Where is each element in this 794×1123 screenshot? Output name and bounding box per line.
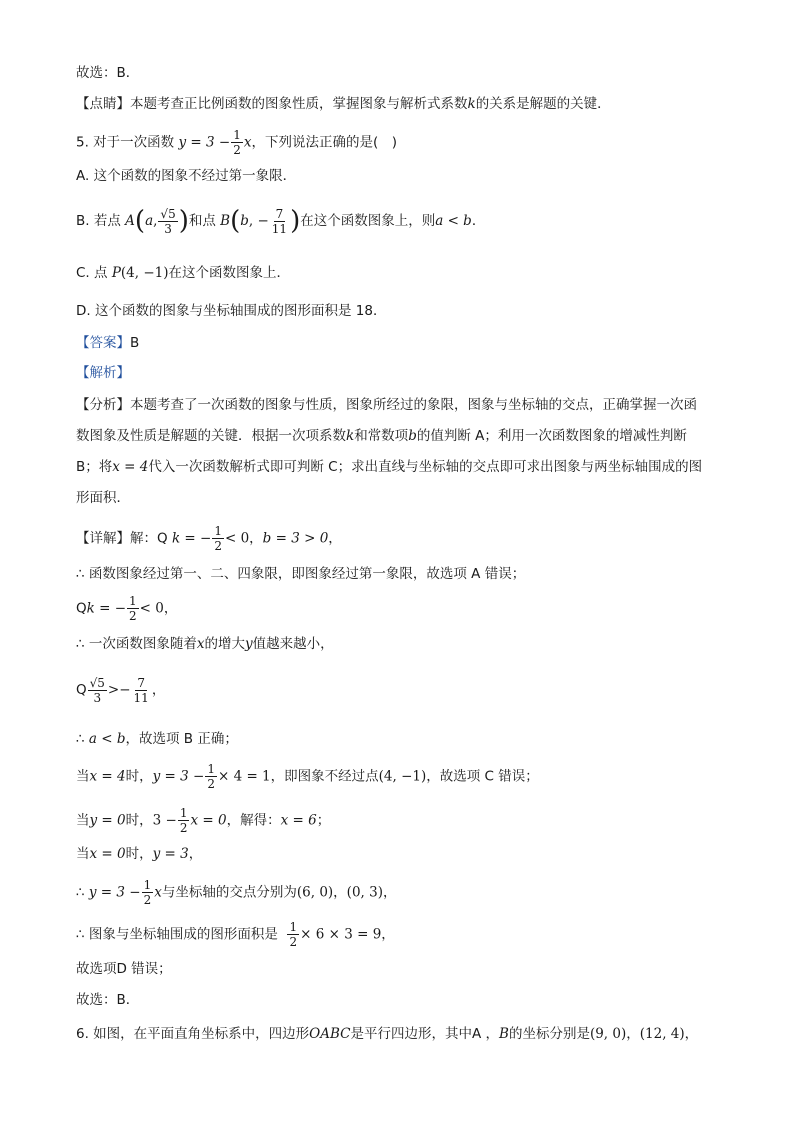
fenxi-line-3: B；将x = 4代入一次函数解析式即可判断 C；求出直线与坐标轴的交点即可求出图象与两坐标轴围成的图 xyxy=(76,459,703,475)
math: B xyxy=(220,213,231,229)
text: C. 点 xyxy=(76,265,108,281)
remark-line xyxy=(76,95,611,113)
text: 【解析】 xyxy=(76,365,130,381)
answer-value: B xyxy=(130,335,140,351)
fenxi-line-2: 数图象及性质是解题的关键．根据一次项系数k和常数项b的值判断 A；利用一次函数图象的增减性判断 xyxy=(76,428,687,444)
option-a xyxy=(76,167,296,185)
math: k xyxy=(467,96,476,112)
step-4: ∴ 一次函数图象随着x的增大y值越来越小， xyxy=(76,636,334,652)
question-6: 6. 如图，在平面直角坐标系中，四边形OABC是平行四边形，其中A ，B的坐标分别是(9, 0)，(12, 4)， xyxy=(76,1026,699,1042)
text: ，下列说法正确的是( ) xyxy=(251,134,397,151)
fraction: $\frac{7}{11}$ xyxy=(271,206,288,236)
fenxi-tag: 【分析】 xyxy=(76,397,130,413)
analysis-tag xyxy=(76,364,130,382)
math: A xyxy=(125,213,135,229)
text: 本题考查正比例函数的图象性质，掌握图象与解析式系数 xyxy=(130,96,468,112)
option-c xyxy=(76,264,290,282)
step-9: 当x = 0时，y = 3， xyxy=(76,846,203,862)
math: a < b xyxy=(435,213,472,229)
option-d xyxy=(76,302,386,320)
detail-line-1: 【详解】解：Q k = − $\frac{1}{2}$ < 0，b = 3 > 0， xyxy=(76,524,342,553)
fraction: $\frac{√5}{3}$ xyxy=(160,206,176,236)
text: 5. 对于一次函数 xyxy=(76,134,175,151)
conclusion-line xyxy=(76,64,139,82)
step-7: 当x = 4时，y = 3 − $\frac{1}{2}$ × 4 = 1，即图象不经过点(4, −1)，故选项 C 错误； xyxy=(76,762,539,791)
text: 和点 xyxy=(188,213,216,229)
question-5 xyxy=(76,128,397,157)
math: (4, −1) xyxy=(120,265,169,281)
math: x xyxy=(243,134,252,151)
text: 的关系是解题的关键． xyxy=(475,96,611,112)
text: B. 若点 xyxy=(76,213,121,229)
step-13: 故选：B． xyxy=(76,992,140,1008)
step-8: 当y = 0时，3 − $\frac{1}{2}$ x = 0，解得：x = 6； xyxy=(76,806,331,835)
math: y = 3 − xyxy=(178,134,231,151)
text: 本题考查了一次函数的图象与性质，图象所经过的象限，图象与坐标轴的交点，正确掌握一次函 xyxy=(130,397,697,413)
step-2: ∴ 函数图象经过第一、二、四象限，即图象经过第一象限，故选项 A 错误； xyxy=(76,566,526,582)
text: 故选：B． xyxy=(76,65,140,81)
answer-tag: 【答案】 xyxy=(76,335,130,351)
detail-tag: 【详解】 xyxy=(76,530,130,547)
step-5: Q $\frac{√5}{3}$ >− $\frac{7}{11}$ ， xyxy=(76,675,166,705)
remark-tag: 【点睛】 xyxy=(76,96,130,112)
text: A. 这个函数的图象不经过第一象限． xyxy=(76,168,297,184)
math: P xyxy=(111,265,121,281)
answer-line xyxy=(76,334,139,352)
fenxi-line-4: 形面积． xyxy=(76,490,130,506)
fenxi-line-1 xyxy=(76,396,697,414)
text: 在这个函数图象上，则 xyxy=(300,213,436,229)
step-3: Qk = − $\frac{1}{2}$ < 0， xyxy=(76,594,178,623)
step-12: 故选项D 错误； xyxy=(76,961,172,977)
text: 在这个函数图象上． xyxy=(168,265,291,281)
step-10: ∴ y = 3 − $\frac{1}{2}$ x与坐标轴的交点分别为(6, 0)，(0, 3)， xyxy=(76,878,397,907)
text: D. 这个函数的图象与坐标轴围成的图形面积是 18． xyxy=(76,303,387,319)
step-6: ∴ a < b，故选项 B 正确； xyxy=(76,731,238,747)
option-b: B. 若点 A(a, $\frac{√5}{3}$ )和点 B(b, − $\frac{7}{11}$ )在这个函数图象上，则a < b． xyxy=(76,206,486,236)
step-11: ∴ 图象与坐标轴围成的图形面积是 $\frac{1}{2}$ × 6 × 3 = 9， xyxy=(76,920,395,949)
fraction: $\frac{1}{2}$ xyxy=(233,128,241,157)
